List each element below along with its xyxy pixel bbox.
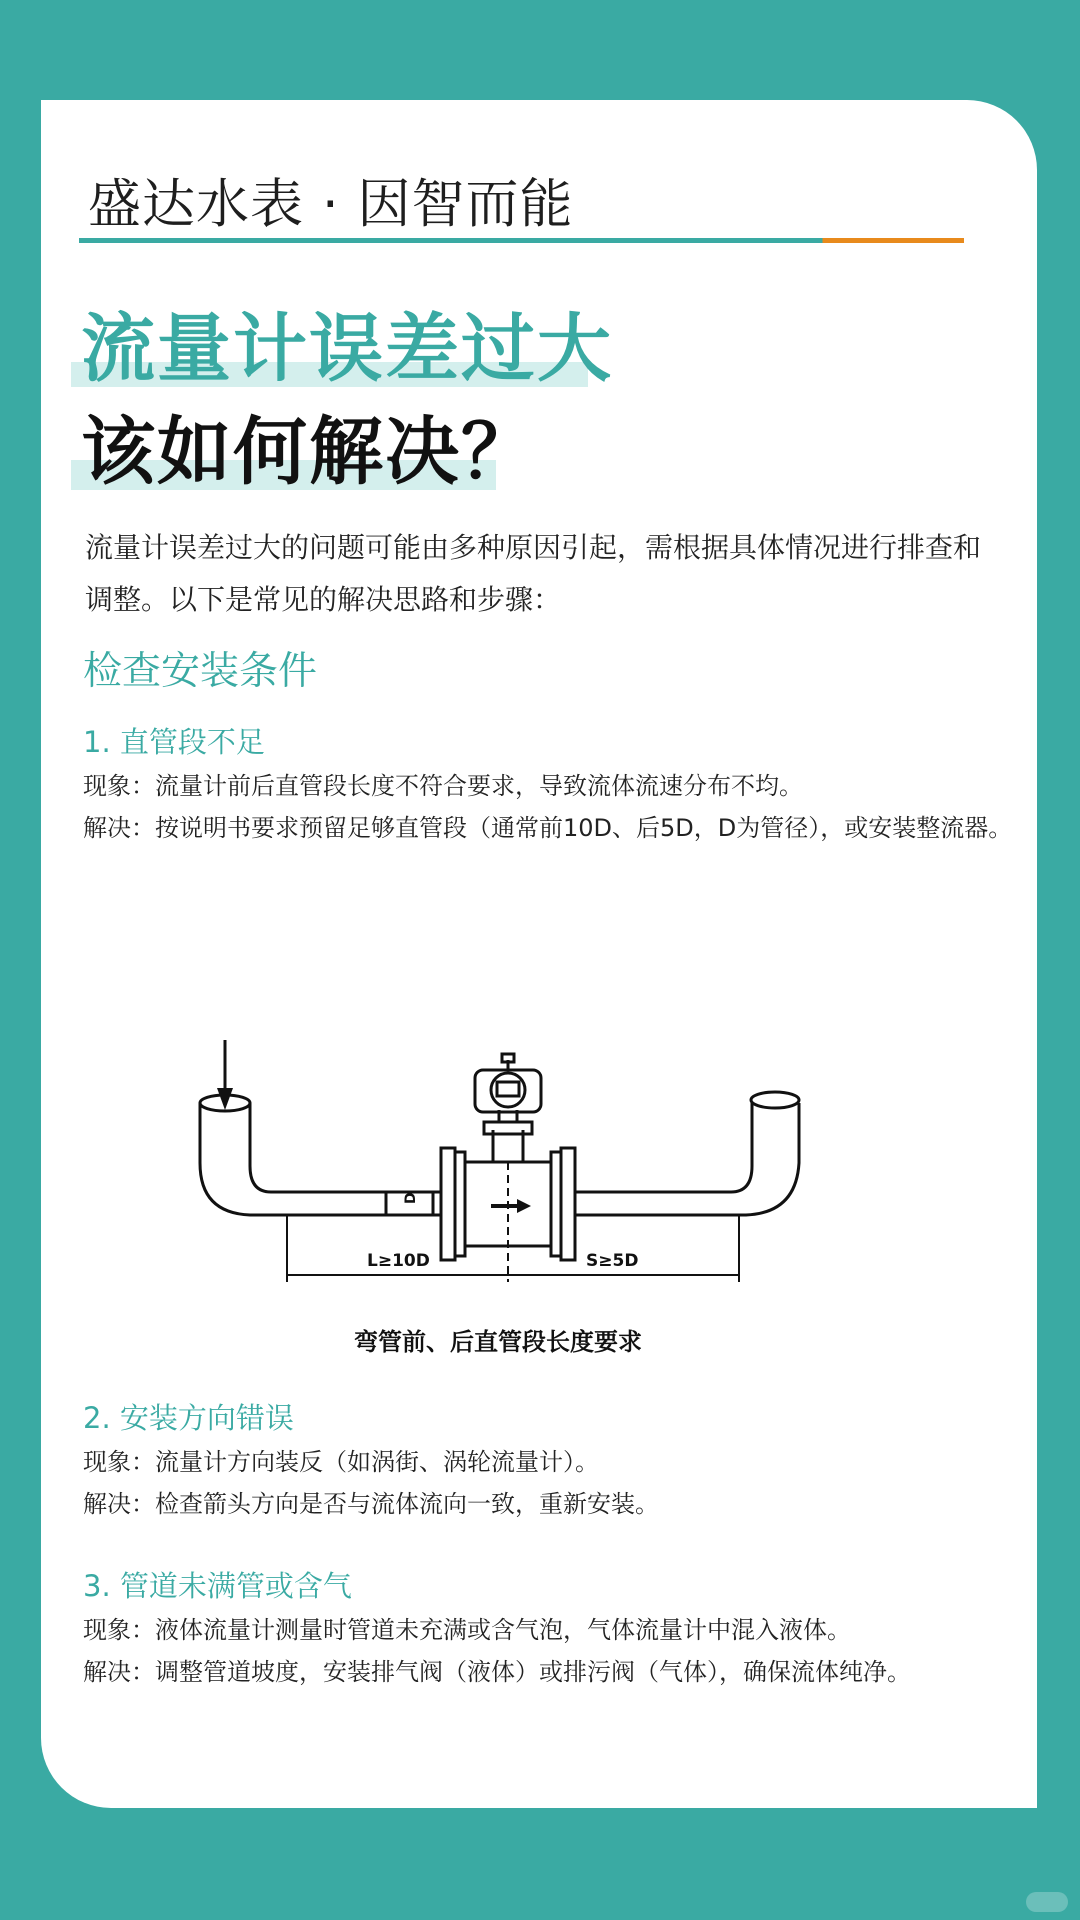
upstream-length-label: L≥10D <box>367 1251 430 1271</box>
right-bend-inner <box>686 1103 752 1192</box>
right-flange <box>561 1148 575 1260</box>
brand-header: 盛达水表 · 因智而能 <box>88 174 574 235</box>
title-line-2: 该如何解决？ <box>81 409 537 495</box>
title-line-1: 流量计误差过大 <box>81 306 613 392</box>
right-bend-outer <box>686 1103 799 1215</box>
pipe-diagram <box>141 930 921 1450</box>
pipe-diameter-label: D <box>403 1192 419 1204</box>
item-3-solution: 解决：调整管道坡度，安装排气阀（液体）或排污阀（气体），确保流体纯净。 <box>83 1658 911 1686</box>
flow-arrow-head <box>217 1088 233 1110</box>
left-flange <box>441 1148 455 1260</box>
item-1-phenomenon: 现象：流量计前后直管段长度不符合要求，导致流体流速分布不均。 <box>83 772 803 800</box>
item-2-phenomenon: 现象：流量计方向装反（如涡街、涡轮流量计）。 <box>83 1448 599 1476</box>
diagram-caption: 弯管前、后直管段长度要求 <box>354 1328 642 1356</box>
item-3-phenomenon: 现象：液体流量计测量时管道未充满或含气泡，气体流量计中混入液体。 <box>83 1616 851 1644</box>
intro-paragraph: 流量计误差过大的问题可能由多种原因引起，需根据具体情况进行排查和调整。以下是常见的解决思路和步骤： <box>85 531 982 616</box>
content-card <box>41 100 1037 1808</box>
item-2-solution: 解决：检查箭头方向是否与流体流向一致，重新安装。 <box>83 1490 659 1518</box>
left-bend-outer <box>200 1103 386 1215</box>
item-3-title: 3. 管道未满管或含气 <box>83 1569 352 1603</box>
item-1-solution: 解决：按说明书要求预留足够直管段（通常前10D、后5D，D为管径），或安装整流器。 <box>83 814 1013 842</box>
left-bend-inner <box>250 1103 386 1192</box>
right-pipe-opening <box>751 1092 799 1108</box>
section-title: 检查安装条件 <box>83 649 318 694</box>
meter-flow-arrow <box>517 1199 531 1213</box>
watermark-badge <box>1026 1892 1068 1912</box>
item-1-title: 1. 直管段不足 <box>83 725 265 759</box>
item-2-title: 2. 安装方向错误 <box>83 1401 294 1435</box>
brand-divider <box>79 238 964 243</box>
downstream-length-label: S≥5D <box>586 1251 639 1271</box>
